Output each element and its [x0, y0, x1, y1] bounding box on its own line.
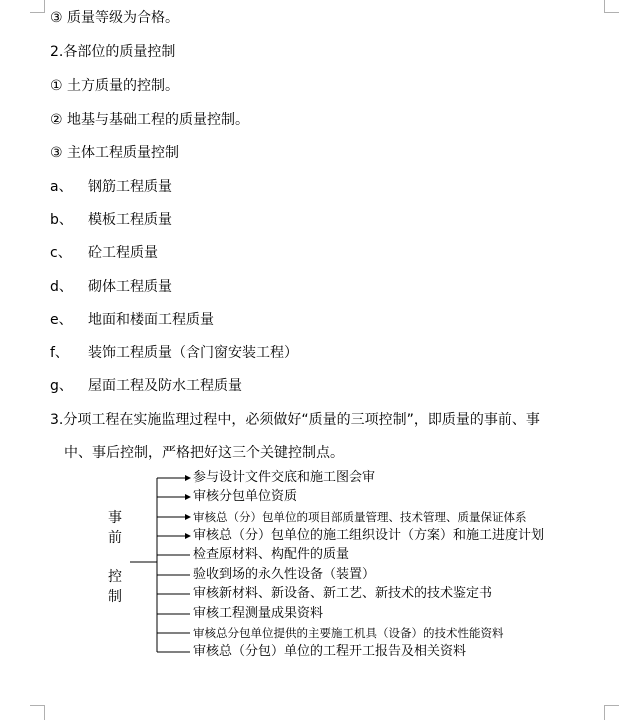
list-item-label: d、 [50, 279, 73, 295]
diagram-item: 审核新材料、新设备、新工艺、新技术的技术鉴定书 [193, 586, 493, 601]
diagram-item: 参与设计文件交底和施工图会审 [193, 470, 376, 485]
diagram-item: 审核工程测量成果资料 [193, 606, 324, 621]
list-item-label: e、 [50, 312, 73, 328]
diagram-item: 审核总分包单位提供的主要施工机具（设备）的技术性能资料 [193, 626, 504, 640]
list-item-label: a、 [50, 179, 73, 195]
list-item-text: 砼工程质量 [88, 245, 158, 261]
paragraph-3-line-1: 3.分项工程在实施监理过程中，必须做好“质量的三项控制”，即质量的事前、事 [50, 412, 540, 428]
list-item-label: b、 [50, 212, 73, 228]
diagram-item: 审核总（分）包单位的施工组织设计（方案）和施工进度计划 [193, 528, 545, 543]
list-item-label: f、 [50, 345, 69, 361]
paragraph-3-line-2: 中、事后控制，严格把好这三个关键控制点。 [64, 445, 344, 461]
heading-section-2: 2.各部位的质量控制 [50, 44, 176, 60]
diagram-item: 审核总（分包）单位的工程开工报告及相关资料 [193, 644, 467, 659]
diagram-label-char: 前 [108, 530, 122, 546]
diagram-item: 检查原材料、构配件的质量 [193, 547, 350, 562]
diagram-item: 审核分包单位资质 [193, 489, 298, 504]
list-item-label: c、 [50, 245, 72, 261]
line-main-structure: ③ 主体工程质量控制 [50, 145, 180, 161]
line-quality-grade: ③ 质量等级为合格。 [50, 10, 180, 26]
list-item-text: 模板工程质量 [88, 212, 172, 228]
diagram-label-char: 事 [108, 510, 122, 526]
list-item-text: 砌体工程质量 [88, 279, 172, 295]
diagram-label-char: 制 [108, 589, 122, 605]
list-item-text: 钢筋工程质量 [88, 179, 172, 195]
line-earthwork: ① 土方质量的控制。 [50, 78, 180, 94]
list-item-text: 屋面工程及防水工程质量 [88, 378, 242, 394]
list-item-text: 装饰工程质量（含门窗安装工程） [88, 345, 298, 361]
diagram-item: 审核总（分）包单位的项目部质量管理、技术管理、质量保证体系 [193, 510, 527, 524]
line-foundation: ② 地基与基础工程的质量控制。 [50, 112, 250, 128]
list-item-label: g、 [50, 378, 73, 394]
diagram-label-char: 控 [108, 569, 122, 585]
list-item-text: 地面和楼面工程质量 [88, 312, 214, 328]
diagram-item: 验收到场的永久性设备（装置） [193, 567, 376, 582]
